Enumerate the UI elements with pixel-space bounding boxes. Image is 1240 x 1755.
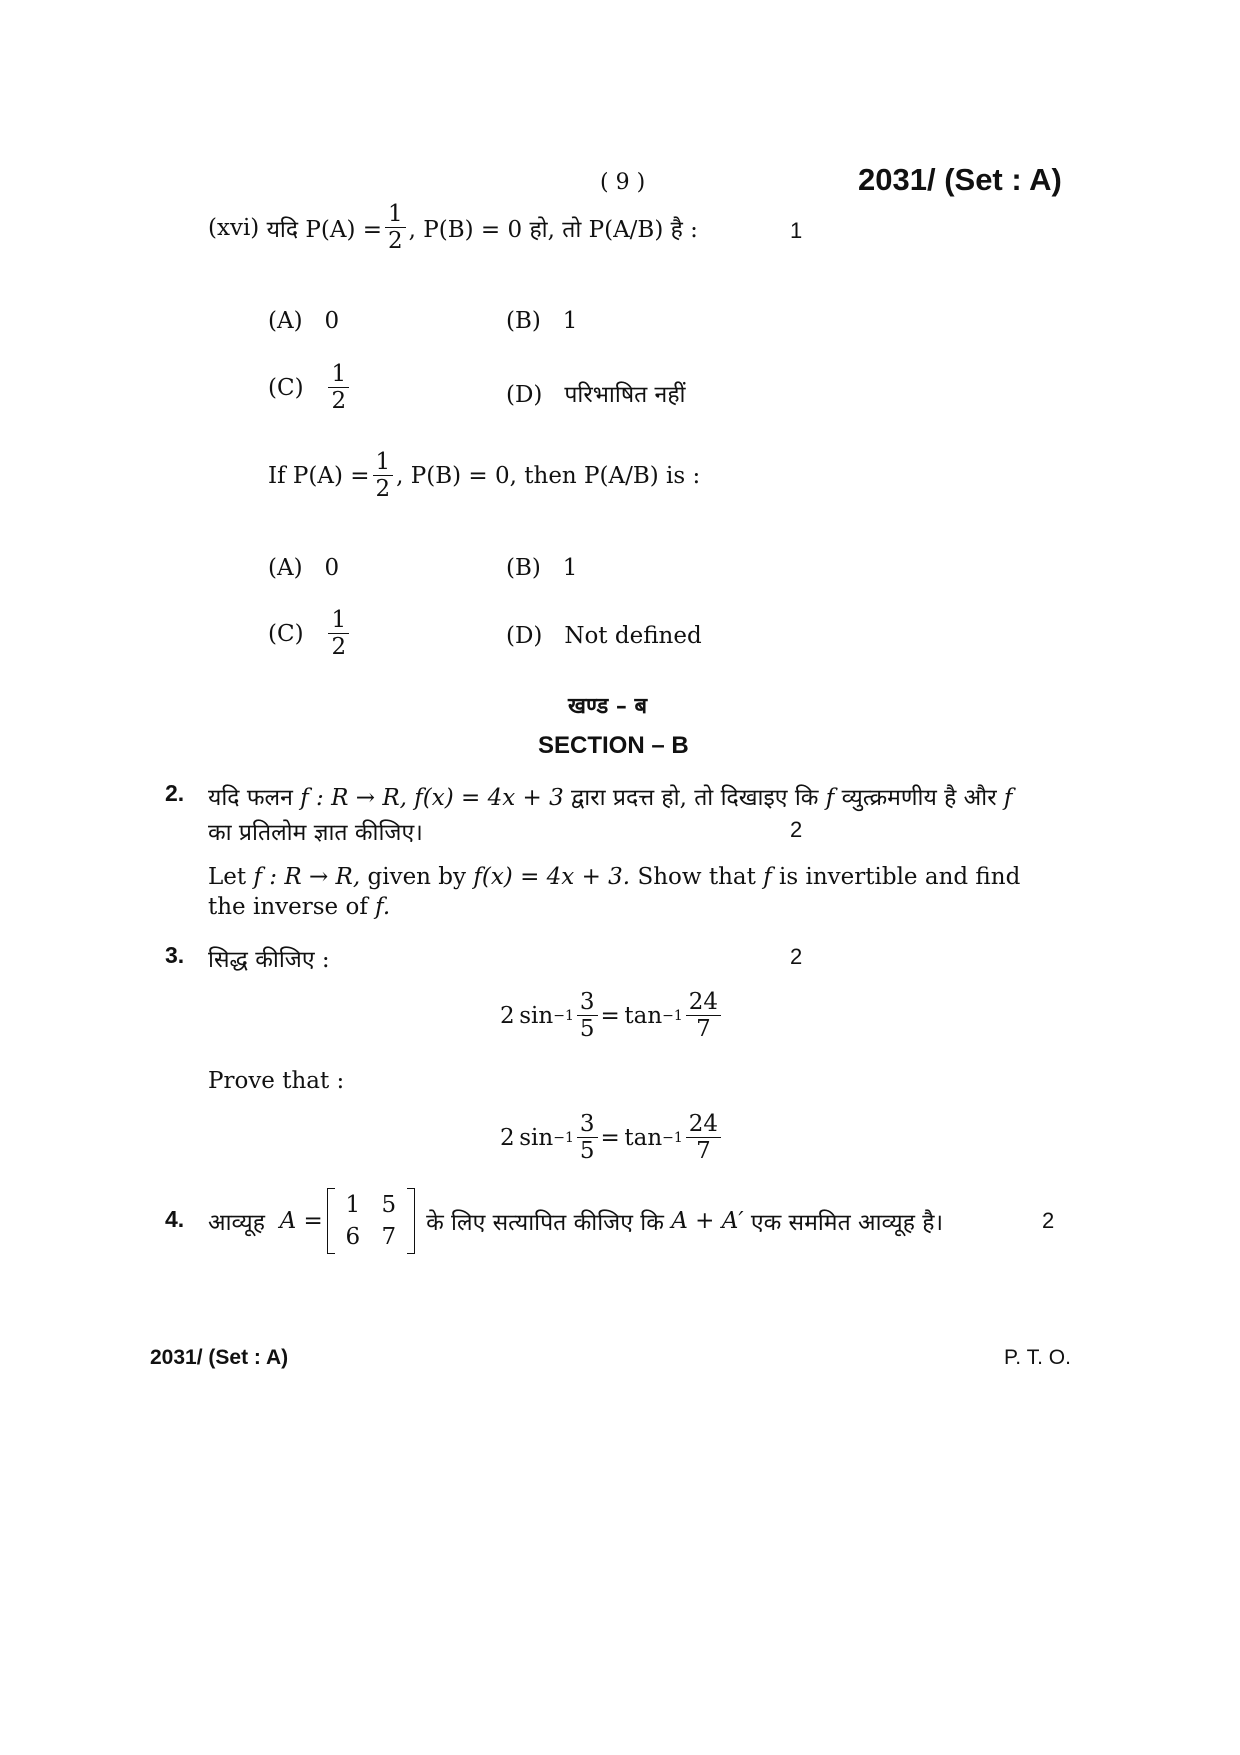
eq-fn: tan bbox=[624, 1124, 663, 1151]
q4-marks: 2 bbox=[1042, 1208, 1055, 1233]
matrix-cell: 6 bbox=[345, 1224, 361, 1250]
eq-equals: = bbox=[600, 1124, 620, 1151]
q16-hindi-stem bbox=[208, 202, 698, 253]
frac-num: 1 bbox=[328, 362, 349, 388]
q16-en-option-d bbox=[506, 623, 702, 649]
frac-num: 3 bbox=[577, 1112, 598, 1138]
matrix-cell: 1 bbox=[345, 1192, 361, 1218]
frac-den: 2 bbox=[375, 476, 391, 503]
eq-inverse: −1 bbox=[553, 1129, 574, 1146]
q2-english-line2 bbox=[208, 894, 390, 920]
q4-matrix bbox=[327, 1188, 415, 1254]
q16-number: (xvi) bbox=[208, 214, 260, 241]
q2-text: व्युत्क्रमणीय है और bbox=[841, 785, 997, 811]
q2-number: 2. bbox=[165, 780, 185, 806]
matrix-cell: 7 bbox=[381, 1224, 397, 1250]
q2-text: द्वारा प्रदत्त हो, तो दिखाइए कि bbox=[571, 785, 819, 811]
eq-fn: sin bbox=[519, 1002, 554, 1029]
frac-den: 2 bbox=[331, 388, 347, 415]
frac-num: 24 bbox=[686, 1112, 721, 1138]
option-fraction bbox=[328, 608, 349, 659]
q2-math: f bbox=[763, 864, 772, 890]
eq-inverse: −1 bbox=[553, 1007, 574, 1024]
q2-english-line1 bbox=[208, 864, 1020, 890]
frac-den: 7 bbox=[696, 1138, 711, 1165]
q16-english-stem bbox=[268, 450, 700, 501]
q16-english-pre: If P(A) = bbox=[268, 462, 370, 489]
q2-text: यदि फलन bbox=[208, 785, 293, 811]
q2-hindi-line2: का प्रतिलोम ज्ञात कीजिए। bbox=[208, 820, 423, 846]
q16-en-option-c bbox=[268, 608, 352, 659]
matrix-grid bbox=[335, 1189, 407, 1253]
q2-math: f. bbox=[375, 894, 391, 920]
option-value: 1 bbox=[562, 308, 578, 334]
q3-marks: 2 bbox=[790, 944, 803, 969]
frac-num: 1 bbox=[328, 608, 349, 634]
q2-text: the inverse of bbox=[208, 894, 368, 920]
header-set-code: 2031/ (Set : A) bbox=[858, 162, 1062, 197]
q16-en-option-a bbox=[268, 555, 339, 581]
frac-den: 2 bbox=[331, 634, 347, 661]
option-label: (D) bbox=[506, 382, 543, 408]
matrix-cell: 5 bbox=[381, 1192, 397, 1218]
eq-coef: 2 bbox=[500, 1002, 515, 1029]
q16-hi-option-a bbox=[268, 308, 339, 334]
option-label: (C) bbox=[268, 620, 304, 647]
q2-marks: 2 bbox=[790, 817, 803, 842]
footer-pto: P. T. O. bbox=[1004, 1346, 1071, 1369]
page-number: ( 9 ) bbox=[600, 170, 646, 195]
footer-set-code: 2031/ (Set : A) bbox=[150, 1346, 289, 1369]
q4-math: A + A′ bbox=[671, 1208, 744, 1234]
eq-rhs-fraction bbox=[686, 1112, 721, 1163]
option-label: (A) bbox=[268, 308, 303, 334]
section-b-hindi-title: खण्ड – ब bbox=[568, 693, 648, 719]
frac-den: 5 bbox=[579, 1016, 595, 1043]
q16-hindi-post: , P(B) = 0 हो, तो P(A/B) है : bbox=[408, 216, 698, 243]
q3-hindi-text: सिद्ध कीजिए : bbox=[208, 947, 330, 973]
q16-english-fraction bbox=[373, 450, 394, 501]
q4-hindi-pre: आव्यूह bbox=[208, 1210, 265, 1236]
eq-inverse: −1 bbox=[662, 1129, 683, 1146]
q4-matrix-label: A = bbox=[279, 1208, 323, 1234]
eq-rhs-fraction bbox=[686, 990, 721, 1041]
eq-lhs-fraction bbox=[577, 990, 598, 1041]
eq-fn: tan bbox=[624, 1002, 663, 1029]
q2-math: f bbox=[1003, 785, 1013, 811]
q4-hindi-post: के लिए सत्यापित कीजिए कि bbox=[426, 1210, 664, 1236]
frac-den: 7 bbox=[696, 1016, 711, 1043]
option-label: (C) bbox=[268, 374, 304, 401]
q2-text: is invertible and find bbox=[779, 864, 1021, 890]
q16-hindi-fraction bbox=[385, 202, 406, 253]
q2-text: given by bbox=[367, 864, 467, 890]
matrix-right-bracket bbox=[407, 1188, 415, 1254]
q16-hi-option-c bbox=[268, 362, 352, 413]
eq-equals: = bbox=[600, 1002, 620, 1029]
option-label: (B) bbox=[506, 555, 541, 581]
option-label: (B) bbox=[506, 308, 541, 334]
q16-hi-option-b bbox=[506, 308, 577, 334]
frac-den: 2 bbox=[388, 228, 403, 255]
q16-hi-option-d bbox=[506, 377, 686, 409]
frac-num: 1 bbox=[373, 450, 394, 476]
eq-fn: sin bbox=[519, 1124, 554, 1151]
q2-math: f : R → R, f(x) = 4x + 3 bbox=[300, 785, 564, 811]
q2-math: f(x) = 4x + 3. bbox=[473, 864, 631, 890]
option-value: परिभाषित नहीं bbox=[564, 382, 686, 408]
eq-coef: 2 bbox=[500, 1124, 515, 1151]
q3-equation-2 bbox=[500, 1112, 724, 1163]
option-value: Not defined bbox=[564, 623, 702, 649]
q3-english-text: Prove that : bbox=[208, 1068, 345, 1094]
matrix-left-bracket bbox=[327, 1188, 335, 1254]
frac-num: 1 bbox=[385, 202, 406, 228]
option-fraction bbox=[328, 362, 349, 413]
q3-number: 3. bbox=[165, 942, 185, 968]
option-value: 1 bbox=[562, 555, 578, 581]
q2-math: f : R → R, bbox=[253, 864, 361, 890]
option-value: 0 bbox=[324, 555, 340, 581]
q16-hindi-pre: यदि P(A) = bbox=[266, 216, 383, 243]
q3-equation-1 bbox=[500, 990, 724, 1041]
frac-num: 24 bbox=[686, 990, 721, 1016]
frac-num: 3 bbox=[577, 990, 598, 1016]
q16-en-option-b bbox=[506, 555, 577, 581]
frac-den: 5 bbox=[579, 1138, 595, 1165]
section-b-title: SECTION – B bbox=[538, 732, 689, 759]
q2-math: f bbox=[825, 785, 835, 811]
eq-inverse: −1 bbox=[662, 1007, 683, 1024]
q4-hindi-post: एक सममित आव्यूह है। bbox=[750, 1210, 944, 1236]
q16-marks: 1 bbox=[790, 218, 803, 243]
q2-text: Let bbox=[208, 864, 247, 890]
eq-lhs-fraction bbox=[577, 1112, 598, 1163]
q4-text bbox=[208, 1188, 943, 1254]
option-value: 0 bbox=[324, 308, 340, 334]
q2-hindi-line1 bbox=[208, 780, 1012, 812]
q2-text: Show that bbox=[637, 864, 756, 890]
option-label: (D) bbox=[506, 623, 543, 649]
option-label: (A) bbox=[268, 555, 303, 581]
q4-number: 4. bbox=[165, 1206, 185, 1232]
q16-english-post: , P(B) = 0, then P(A/B) is : bbox=[396, 462, 701, 489]
